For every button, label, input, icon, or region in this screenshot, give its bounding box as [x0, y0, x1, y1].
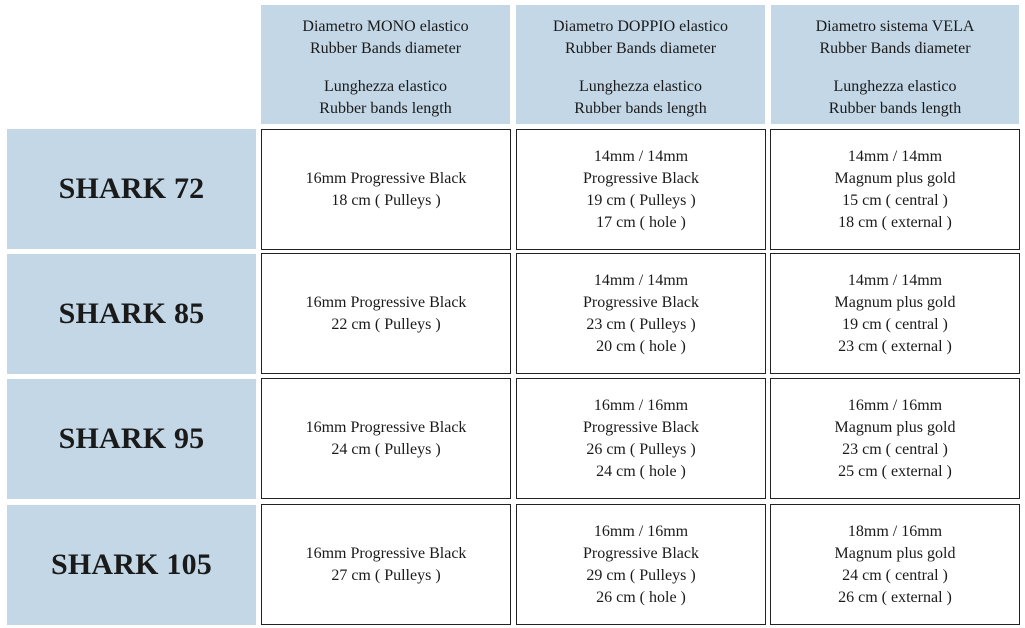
table-cell-doppio	[516, 129, 766, 250]
cell-line: 14mm / 14mm	[593, 271, 689, 289]
header-line: Diametro sistema VELA	[815, 18, 975, 35]
table-cell-mono	[261, 504, 511, 625]
header-line: Rubber Bands diameter	[819, 40, 971, 57]
cell-line: Magnum plus gold	[834, 418, 956, 436]
cell-line: 16mm Progressive Black	[305, 418, 467, 436]
header-line: Rubber Bands diameter	[564, 40, 717, 57]
cell-line: Magnum plus gold	[834, 169, 956, 187]
cell-line: 27 cm ( Pulleys )	[331, 566, 441, 584]
cell-line: Progressive Black	[583, 293, 699, 311]
row-label-shark-105	[7, 505, 256, 625]
table-cell-doppio	[516, 504, 766, 625]
header-line: Diametro MONO elastico	[302, 18, 469, 35]
column-header-doppio	[516, 5, 765, 124]
cell-line: 23 cm ( central )	[842, 440, 948, 458]
cell-line: 25 cm ( external )	[838, 462, 952, 480]
header-line: Diametro DOPPIO elastico	[552, 18, 729, 35]
cell-line: Magnum plus gold	[834, 293, 956, 311]
cell-line: 22 cm ( Pulleys )	[331, 315, 441, 333]
header-line: Lunghezza elastico	[578, 78, 703, 95]
table-cell-vela	[770, 129, 1020, 250]
header-line: Lunghezza elastico	[833, 78, 957, 95]
row-label-shark-95	[7, 379, 256, 499]
cell-line: 14mm / 14mm	[593, 147, 689, 165]
cell-line: 14mm / 14mm	[847, 147, 943, 165]
cell-line: 17 cm ( hole )	[596, 213, 686, 231]
table-cell-doppio	[516, 378, 766, 499]
row-label-text: SHARK 105	[51, 548, 212, 581]
cell-line: 23 cm ( Pulleys )	[586, 315, 696, 333]
cell-line: 19 cm ( Pulleys )	[586, 191, 696, 209]
cell-line: 23 cm ( external )	[838, 337, 952, 355]
table-cell-vela	[770, 378, 1020, 499]
table-cell-vela	[770, 504, 1020, 625]
table-cell-vela	[770, 253, 1020, 374]
cell-line: Magnum plus gold	[834, 544, 956, 562]
column-header-mono	[261, 5, 510, 124]
row-label-shark-72	[7, 129, 256, 249]
row-label-shark-85	[7, 254, 256, 374]
header-line: Rubber bands length	[828, 100, 962, 117]
cell-line: Progressive Black	[583, 169, 699, 187]
column-header-vela	[771, 5, 1019, 124]
cell-line: 16mm / 16mm	[847, 396, 943, 414]
cell-line: 14mm / 14mm	[847, 271, 943, 289]
cell-line: 16mm Progressive Black	[305, 544, 467, 562]
cell-line: 19 cm ( central )	[842, 315, 948, 333]
cell-line: 18mm / 16mm	[847, 522, 943, 540]
header-line: Rubber Bands diameter	[309, 40, 462, 57]
cell-line: 29 cm ( Pulleys )	[586, 566, 696, 584]
cell-line: 16mm / 16mm	[593, 522, 689, 540]
cell-line: 26 cm ( Pulleys )	[586, 440, 696, 458]
cell-line: 18 cm ( external )	[838, 213, 952, 231]
table-cell-doppio	[516, 253, 766, 374]
cell-line: 15 cm ( central )	[842, 191, 948, 209]
row-label-text: SHARK 72	[58, 172, 205, 205]
header-line: Rubber bands length	[574, 100, 707, 117]
row-label-text: SHARK 95	[58, 422, 205, 455]
cell-line: 16mm Progressive Black	[305, 293, 467, 311]
table-cell-mono	[261, 253, 511, 374]
row-label-text: SHARK 85	[58, 297, 205, 330]
header-line: Rubber bands length	[319, 100, 452, 117]
table-cell-mono	[261, 378, 511, 499]
cell-line: 16mm Progressive Black	[305, 169, 467, 187]
header-line: Lunghezza elastico	[323, 78, 448, 95]
table-cell-mono	[261, 129, 511, 250]
cell-line: 24 cm ( central )	[842, 566, 948, 584]
cell-line: Progressive Black	[583, 418, 699, 436]
cell-line: 26 cm ( hole )	[596, 588, 686, 606]
cell-line: 24 cm ( hole )	[596, 462, 686, 480]
cell-line: 26 cm ( external )	[838, 588, 952, 606]
cell-line: 24 cm ( Pulleys )	[331, 440, 441, 458]
cell-line: 20 cm ( hole )	[596, 337, 686, 355]
cell-line: Progressive Black	[583, 544, 699, 562]
cell-line: 16mm / 16mm	[593, 396, 689, 414]
cell-line: 18 cm ( Pulleys )	[331, 191, 441, 209]
